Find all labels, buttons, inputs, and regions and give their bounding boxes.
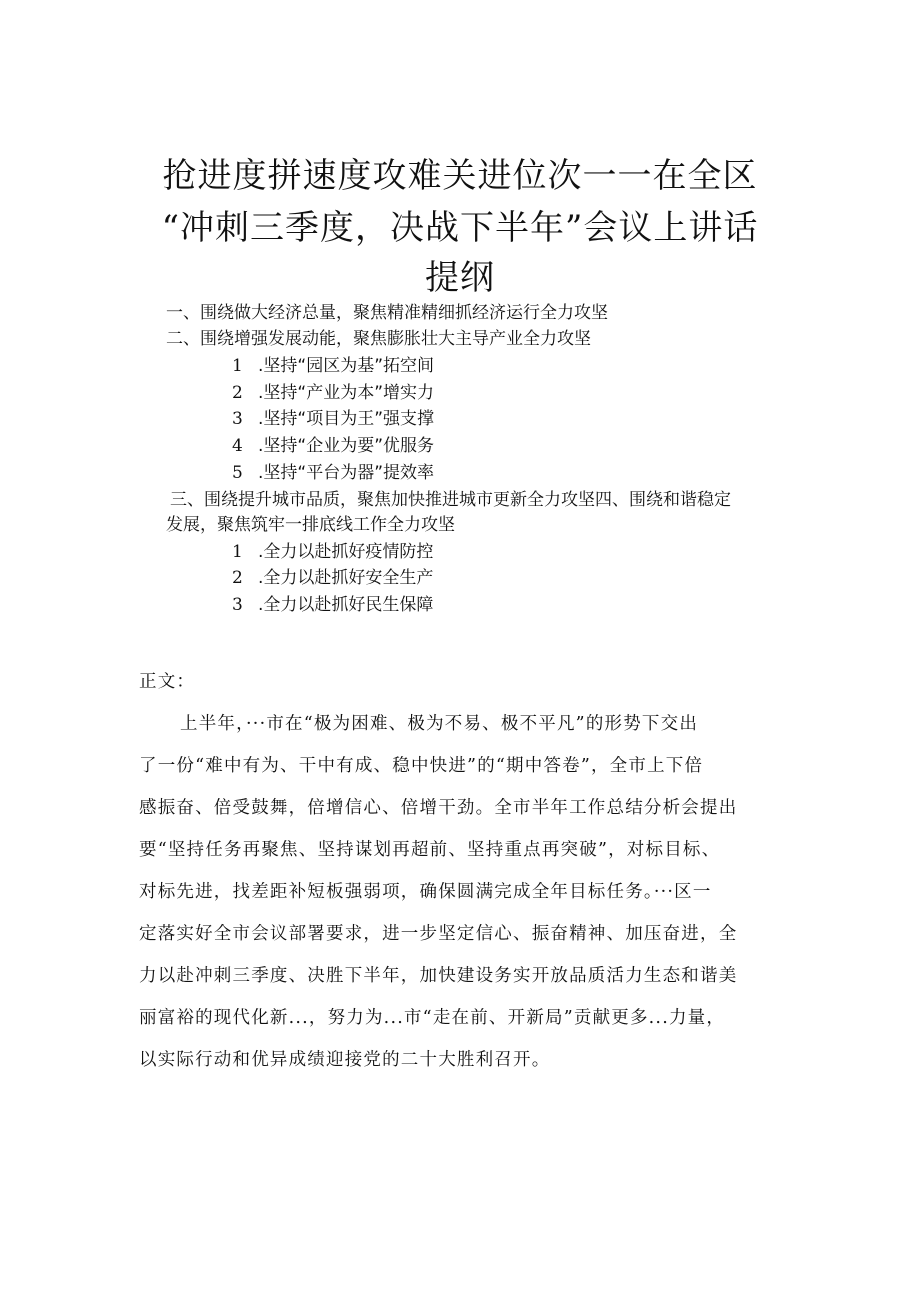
document-title-line-1: 抢进度拼速度攻难关进位次一一在全区 — [162, 156, 758, 196]
outline-item-text: .全力以赴抓好疫情防控 — [258, 542, 434, 562]
body-line-9: 以实际行动和优异成绩迎接党的二十大胜利召开。 — [139, 1050, 551, 1070]
body-line-3: 感振奋、倍受鼓舞，倍增信心、倍增干劲。全市半年工作总结分析会提出 — [139, 798, 738, 818]
outline-item — [232, 433, 434, 459]
outline-section-3-4-line-2: 发展，聚焦筑牢一排底线工作全力攻坚 — [166, 515, 455, 535]
outline-item — [232, 353, 434, 379]
body-line-6: 定落实好全市会议部署要求，进一步坚定信心、振奋精神、加压奋进，全 — [139, 924, 738, 944]
outline-section-3-4-line-1: 三、围绕提升城市品质，聚焦加快推进城市更新全力攻坚四、围绕和谐稳定 — [170, 490, 731, 510]
outline-item — [232, 380, 434, 406]
outline-item-number: 2 — [232, 568, 243, 588]
outline-item-number: 3 — [232, 409, 243, 429]
outline-item-text: .坚持“企业为要”优服务 — [258, 436, 435, 456]
document-title-line-2: “冲刺三季度，决战下半年”会议上讲话 — [161, 208, 759, 248]
outline-item-text: .坚持“园区为基”拓空间 — [258, 356, 435, 376]
outline-item-number: 4 — [232, 436, 243, 456]
body-line-2: 了一份“难中有为、干中有成、稳中快进”的“期中答卷”，全市上下倍 — [139, 756, 704, 776]
outline-item-text: .坚持“项目为王”强支撑 — [258, 409, 435, 429]
outline-item-number: 2 — [232, 383, 243, 403]
outline-section-2: 二、围绕增强发展动能，聚焦膨胀壮大主导产业全力攻坚 — [166, 329, 591, 349]
outline-item — [232, 460, 434, 486]
body-line-8: 丽富裕的现代化新...，努力为...市“走在前、开新局”贡献更多...力量， — [139, 1008, 726, 1028]
outline-item — [232, 406, 434, 432]
body-line-1: 上半年，···市在“极为困难、极为不易、极不平凡”的形势下交出 — [180, 714, 699, 734]
outline-item-text: .坚持“平台为器”提效率 — [258, 463, 435, 483]
document-title-line-3: 提纲 — [425, 258, 495, 298]
outline-item-number: 1 — [232, 356, 243, 376]
outline-item-text: .全力以赴抓好安全生产 — [258, 568, 434, 588]
body-line-4: 要“坚持任务再聚焦、坚持谋划再超前、坚持重点再突破”，对标目标、 — [139, 840, 721, 860]
body-line-7: 力以赴冲刺三季度、决胜下半年，加快建设务实开放品质活力生态和谐美 — [139, 966, 738, 986]
outline-item-number: 3 — [232, 595, 243, 615]
outline-item-text: .坚持“产业为本”增实力 — [258, 383, 435, 403]
outline-item-text: .全力以赴抓好民生保障 — [258, 595, 434, 615]
outline-item-number: 5 — [232, 463, 243, 483]
body-label: 正文： — [139, 672, 196, 692]
body-line-5: 对标先进，找差距补短板强弱项，确保圆满完成全年目标任务。···区一 — [139, 882, 712, 902]
outline-item — [232, 592, 433, 618]
outline-item-number: 1 — [232, 542, 243, 562]
outline-item — [232, 539, 433, 565]
outline-section-1: 一、围绕做大经济总量，聚焦精准精细抓经济运行全力攻坚 — [166, 303, 608, 323]
outline-item — [232, 565, 433, 591]
